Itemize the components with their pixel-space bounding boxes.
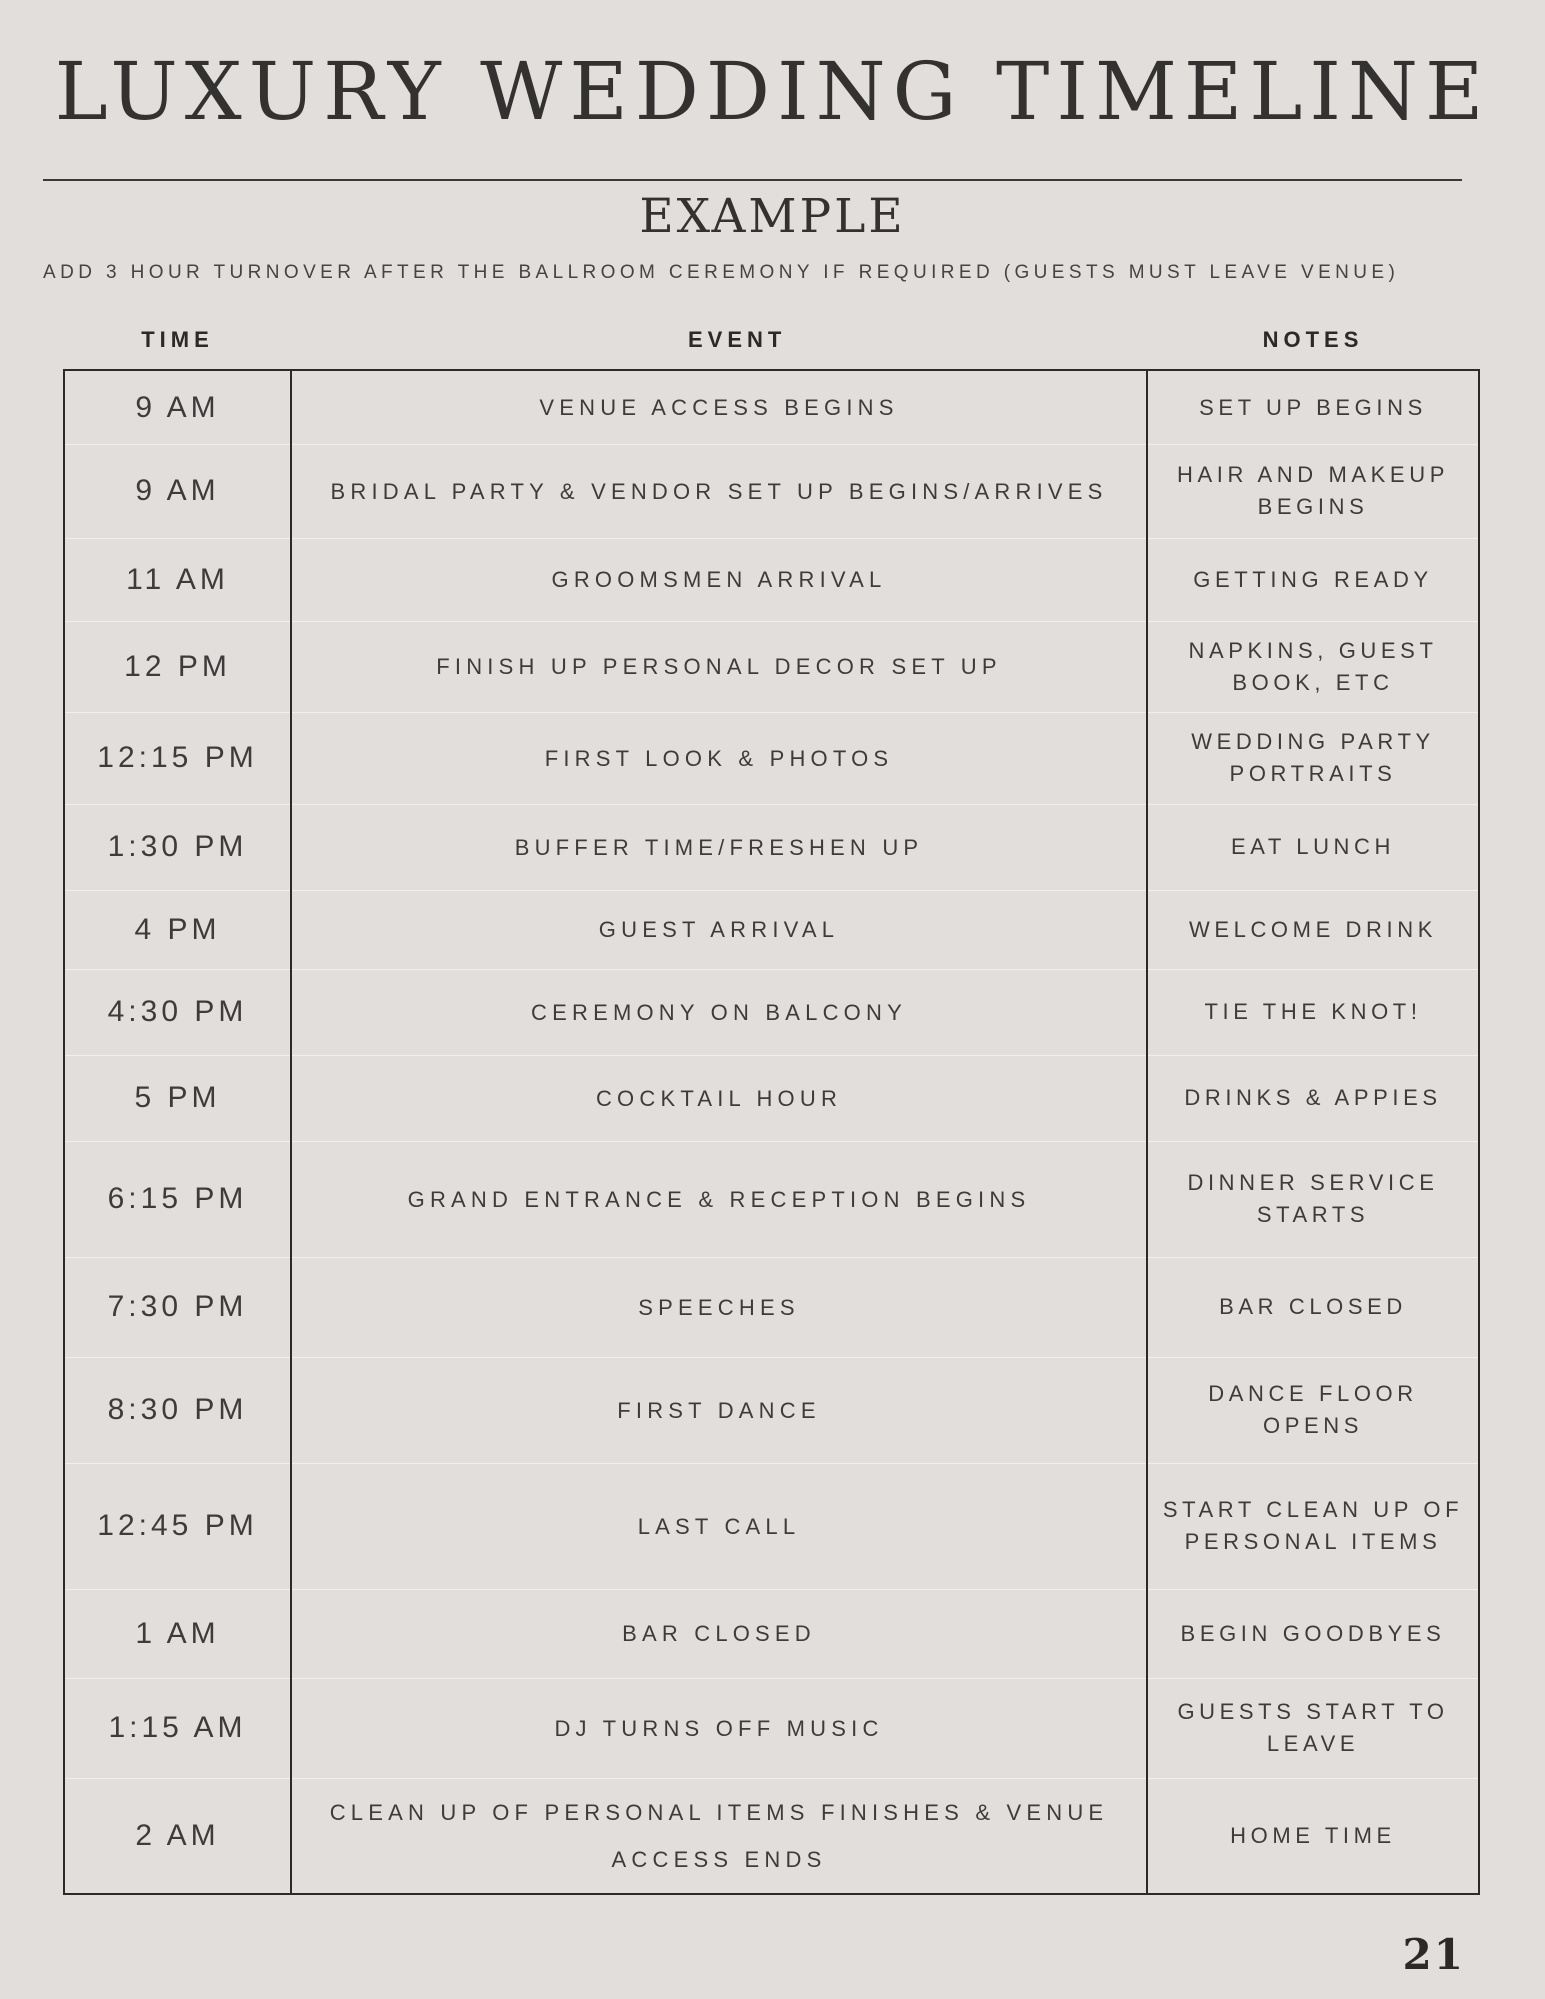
row-notes: DINNER SERVICE STARTS [1187, 1170, 1439, 1227]
row-notes: DANCE FLOOR OPENS [1208, 1381, 1418, 1438]
row-event: FINISH UP PERSONAL DECOR SET UP [436, 654, 1002, 679]
row-event: GROOMSMEN ARRIVAL [551, 567, 887, 592]
row-notes: DRINKS & APPIES [1184, 1085, 1442, 1110]
row-time: 1:15 AM [108, 1711, 247, 1744]
column-header-notes: NOTES [1262, 327, 1364, 352]
row-time: 11 AM [126, 562, 229, 596]
row-event: FIRST LOOK & PHOTOS [544, 745, 894, 771]
row-time: 1:30 PM [107, 830, 248, 863]
page-subtitle: EXAMPLE [639, 189, 906, 244]
row-notes: TIE THE KNOT! [1204, 999, 1422, 1024]
row-event: FIRST DANCE [617, 1397, 821, 1423]
row-time: 6:15 PM [107, 1182, 248, 1215]
row-event: SPEECHES [638, 1294, 800, 1320]
row-notes: EAT LUNCH [1230, 834, 1396, 859]
row-notes: BEGIN GOODBYES [1180, 1620, 1446, 1646]
row-time: 12:45 PM [97, 1509, 258, 1542]
row-notes: WELCOME DRINK [1188, 916, 1438, 942]
row-time: 2 AM [135, 1818, 220, 1852]
row-notes: SET UP BEGINS [1199, 394, 1427, 420]
row-event: GRAND ENTRANCE & RECEPTION BEGINS [407, 1186, 1031, 1212]
row-time: 9 AM [135, 390, 220, 424]
page-number: 21 [1402, 1930, 1465, 1979]
row-notes: HAIR AND MAKEUP BEGINS [1177, 462, 1449, 519]
row-time: 7:30 PM [107, 1290, 248, 1323]
row-notes: NAPKINS, GUEST BOOK, ETC [1188, 637, 1438, 695]
row-notes: GETTING READY [1193, 566, 1433, 592]
row-notes: WEDDING PARTY PORTRAITS [1191, 729, 1435, 786]
column-header-time: TIME [141, 327, 214, 352]
row-notes: START CLEAN UP OF PERSONAL ITEMS [1162, 1497, 1464, 1554]
row-event: LAST CALL [637, 1513, 801, 1539]
title-divider [43, 179, 1462, 181]
turnover-note: ADD 3 HOUR TURNOVER AFTER THE BALLROOM CEREMONY IF REQUIRED (GUESTS MUST LEAVE VENUE) [43, 262, 1400, 283]
row-event: DJ TURNS OFF MUSIC [554, 1715, 884, 1741]
row-event: BRIDAL PARTY & VENDOR SET UP BEGINS/ARRIVES [330, 478, 1108, 504]
row-time: 5 PM [134, 1081, 221, 1114]
row-event: CLEAN UP OF PERSONAL ITEMS FINISHES & VENUE ACCESS ENDS [329, 1799, 1109, 1872]
row-notes: BAR CLOSED [1219, 1294, 1407, 1319]
row-event: BUFFER TIME/FRESHEN UP [514, 834, 924, 860]
row-time: 4 PM [134, 912, 221, 946]
row-time: 12 PM [124, 649, 231, 683]
row-event: CEREMONY ON BALCONY [531, 999, 907, 1025]
column-header-event: EVENT [688, 327, 787, 352]
row-notes: GUESTS START TO LEAVE [1177, 1699, 1449, 1756]
row-time: 4:30 PM [107, 995, 248, 1028]
row-notes: HOME TIME [1230, 1822, 1396, 1848]
row-event: COCKTAIL HOUR [595, 1085, 843, 1111]
row-event: BAR CLOSED [622, 1621, 816, 1646]
page-title: LUXURY WEDDING TIMELINE [54, 45, 1491, 138]
row-time: 12:15 PM [97, 741, 258, 774]
row-time: 9 AM [135, 474, 220, 507]
row-time: 8:30 PM [107, 1393, 248, 1426]
row-time: 1 AM [135, 1616, 220, 1650]
row-event: GUEST ARRIVAL [598, 917, 840, 942]
row-event: VENUE ACCESS BEGINS [539, 395, 899, 420]
